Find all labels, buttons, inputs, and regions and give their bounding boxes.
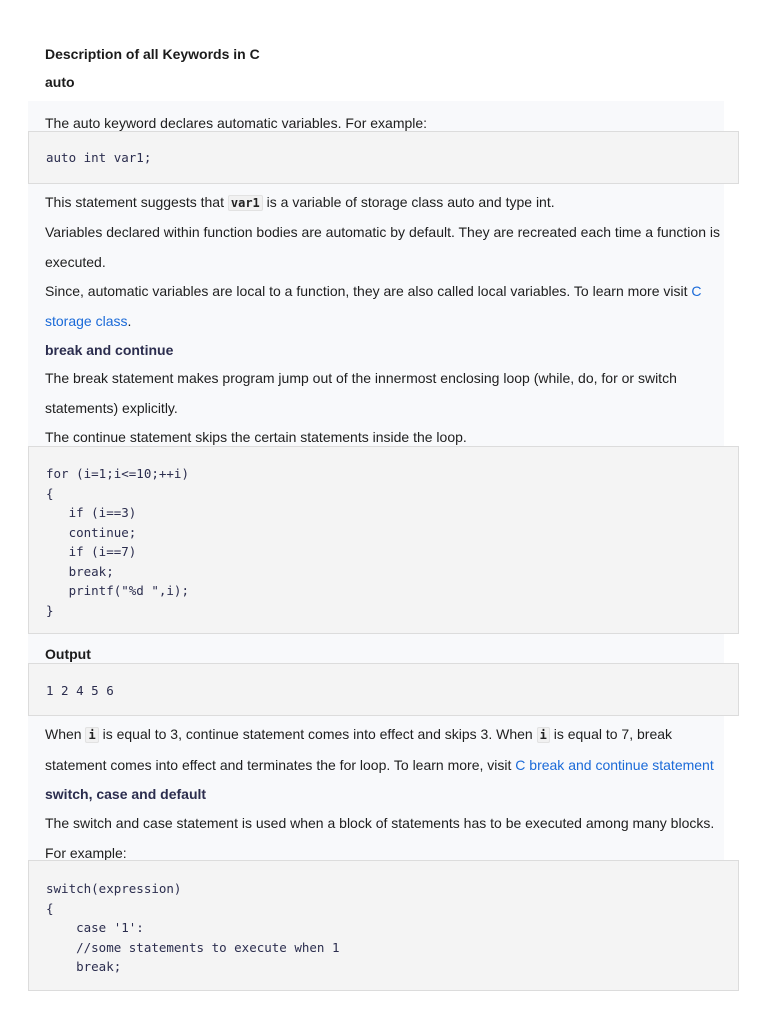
page-title: Description of all Keywords in C (45, 46, 260, 62)
auto-local-text-end: . (127, 312, 132, 329)
keyword-heading-break-continue: break and continue (45, 342, 174, 358)
explanation-text-2: is equal to 3, continue statement comes into effect and skips 3. When (98, 726, 537, 742)
inline-code-i: i (85, 727, 98, 743)
code-block-auto: auto int var1; (28, 131, 739, 184)
continue-description-paragraph: The continue statement skips the certain statements inside the loop. (45, 429, 467, 445)
auto-statement-text-end: is a variable of storage class auto and type int. (262, 194, 555, 210)
code-block-output: 1 2 4 5 6 (28, 663, 739, 716)
code-block-for-loop: for (i=1;i<=10;++i) { if (i==3) continue; if (i==7) break; printf("%d ",i); } (28, 446, 739, 634)
auto-intro-paragraph: The auto keyword declares automatic variables. For example: (45, 115, 428, 131)
output-heading: Output (45, 646, 91, 662)
break-continue-explanation-paragraph (45, 720, 728, 780)
switch-description-paragraph: The switch and case statement is used when a block of statements has to be executed among many blocks. For example: (45, 815, 715, 861)
auto-default-paragraph: Variables declared within function bodies are automatic by default. They are recreated each time a function is executed. (45, 224, 720, 270)
inline-code-var1: var1 (228, 195, 263, 211)
link-c-storage-class[interactable]: C storage class (45, 283, 702, 329)
explanation-text-3: is equal to 7, break statement comes into effect and terminates the for loop. To learn more, visit (45, 726, 673, 773)
auto-local-paragraph (45, 277, 728, 336)
auto-statement-paragraph (45, 188, 728, 219)
keyword-heading-switch-case-default: switch, case and default (45, 786, 207, 802)
link-c-break-and-continue-statement[interactable]: C break and continue statement (515, 756, 714, 773)
code-block-switch: switch(expression) { case '1': //some statements to execute when 1 break; (28, 860, 739, 991)
inline-code-i-second: i (537, 727, 550, 743)
auto-statement-text: This statement suggests that (45, 194, 228, 210)
auto-local-text: Since, automatic variables are local to a function, they are also called local variables. To learn more visit (45, 283, 692, 299)
keyword-heading-auto: auto (45, 74, 75, 90)
explanation-text-1: When (45, 726, 86, 742)
break-description-paragraph: The break statement makes program jump out of the innermost enclosing loop (while, do, for or switch statements) explicitly. (45, 370, 677, 416)
